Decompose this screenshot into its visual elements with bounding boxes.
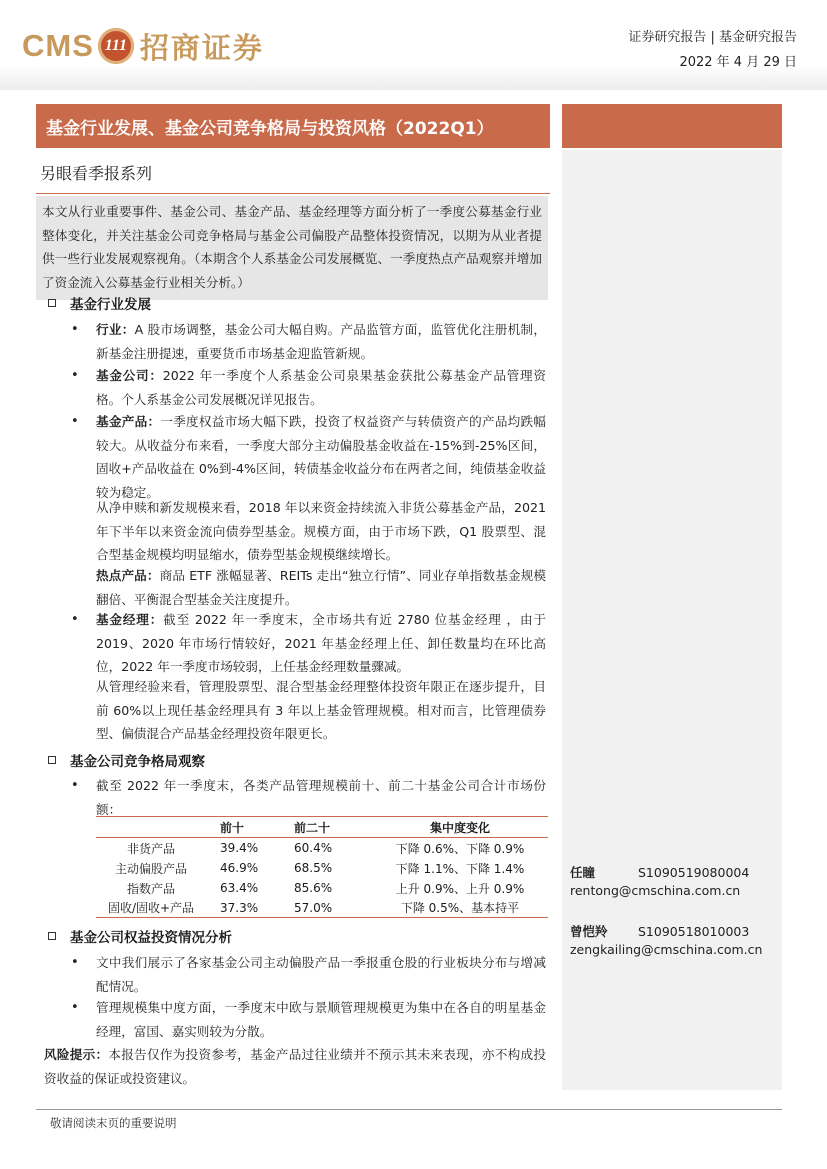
table-cell: 下降 0.6%、下降 0.9% [395,841,525,856]
table-cell: 46.9% [220,861,259,875]
report-type: 证券研究报告 | 基金研究报告 [628,30,797,45]
section-title: 基金行业发展 [70,297,151,313]
bullet-paragraph [71,951,546,998]
para-label: 基金经理： [96,612,164,627]
bullet-icon: • [71,955,79,970]
footer-note: 敬请阅读末页的重要说明 [50,1116,177,1130]
bullet-icon: • [71,612,79,627]
bullet-icon: • [71,414,79,429]
table-cell: 37.3% [220,900,259,915]
logo-cms-text: CMS [22,28,94,63]
section-title: 基金公司竞争格局观察 [70,754,205,770]
section-title: 基金公司权益投资情况分析 [70,930,232,946]
bullet-paragraph [71,608,546,679]
table-cell: 指数产品 [126,881,175,896]
section-heading [48,293,151,313]
para-text: 文中我们展示了各家基金公司主动偏股产品一季报重仓股的行业板块分布与增减配情况。 [96,955,546,994]
bullet-paragraph [71,318,546,365]
table-cell: 主动偏股产品 [114,861,187,876]
square-bullet-icon [48,299,56,307]
table-row [96,898,548,918]
para-label: 行业： [96,322,135,337]
square-bullet-icon [48,756,56,764]
analyst-2 [570,922,749,940]
para-label: 基金公司： [96,368,163,383]
analyst-license: S1090519080004 [638,865,750,880]
para-label: 基金产品： [96,414,161,429]
table-header-row [96,816,548,838]
para-text: 管理规模集中度方面，一季度末中欧与景顺管理规模更为集中在各自的明星基金经理，富国、嘉实则较为分散。 [96,1000,546,1039]
logo-chinese-text: 招商证券 [139,30,264,65]
report-title: 基金行业发展、基金公司竞争格局与投资风格（2022Q1） [36,104,550,148]
sidebar-header-bar [562,104,782,148]
table-cell: 下降 0.5%、基本持平 [400,901,520,915]
table-cell: 下降 1.1%、下降 1.4% [395,861,525,876]
table-cell: 上升 0.9%、上升 0.9% [395,881,525,896]
table-cell: 39.4% [220,841,259,855]
analyst-license: S1090518010003 [638,924,750,939]
table-cell: 57.0% [294,900,333,915]
divider [36,193,550,194]
table-header-cell: 前十 [220,820,245,835]
table-header-cell: 集中度变化 [429,820,490,835]
section-heading [48,750,205,770]
bullet-paragraph [71,364,546,411]
abstract-box: 本文从行业重要事件、基金公司、基金产品、基金经理等方面分析了一季度公募基金行业整体变化，并关注基金公司竞争格局与基金公司偏股产品整体投资情况，以期为从业者提供一些行业发展观察视角。（本期含个人系基金公司发展概览、一季度热点产品观察并增加了资金流入公募基金行业相关分析。） [36,196,548,300]
para-text: 一季度权益市场大幅下跌，投资了权益资产与转债资产的产品均跌幅较大。从收益分布来看，一季度大部分主动偏股基金收益在-15%到-25%区间，固收+产品收益在 0%到-4%区间，转债基金收益分布在两者之间，纯债基金收益较为稳定。 [96,414,547,500]
table-row [96,878,548,898]
table-cell: 85.6% [294,881,333,895]
table-cell: 60.4% [294,841,333,855]
para-text: 商品 ETF 涨幅显著、REITs 走出“独立行情”、同业存单指数基金规模翻倍、平衡混合型基金关注度提升。 [96,568,547,607]
table-cell: 68.5% [294,861,333,875]
bullet-icon: • [71,778,79,793]
table-row [96,838,548,858]
table-cell: 固收/固收+产品 [107,901,195,915]
bullet-icon: • [71,1000,79,1015]
paragraph: 从管理经验来看，管理股票型、混合型基金经理整体投资年限正在逐步提升，目前 60%以上现任基金经理具有 3 年以上基金管理规模。相对而言，比管理债券型、偏债混合产品基金经理投资年限更长。 [96,679,546,741]
series-subtitle: 另眼看季报系列 [40,164,153,183]
table-header-cell: 前二十 [294,820,331,835]
para-text: 2022 年一季度个人系基金公司泉果基金获批公募基金产品管理资格。个人系基金公司发展概况详见报告。 [96,368,546,407]
paragraph [96,564,546,611]
concentration-table [96,816,548,918]
report-date: 2022 年 4 月 29 日 [679,55,797,70]
bullet-paragraph [71,996,546,1043]
footer-divider [36,1109,782,1110]
table-cell: 63.4% [220,881,259,895]
square-bullet-icon [48,932,56,940]
logo-badge-icon: 111 [98,28,134,64]
risk-label: 风险提示： [44,1047,109,1062]
bullet-icon: • [71,368,79,383]
section-heading [48,926,232,946]
risk-text: 本报告仅作为投资参考，基金产品过往业绩并不预示其未来表现，亦不构成投资收益的保证或投资建议。 [44,1047,547,1086]
table-cell: 非货产品 [126,841,175,856]
bullet-paragraph [71,410,547,504]
bullet-icon: • [71,322,79,337]
para-text: 截至 2022 年一季度末，各类产品管理规模前十、前二十基金公司合计市场份额： [96,778,546,817]
risk-warning [44,1043,546,1090]
table-row [96,858,548,878]
analyst-1-email: rentong@cmschina.com.cn [570,883,741,898]
analyst-1 [570,863,749,881]
analyst-name: 任瞳 [570,865,596,880]
analyst-2-email: zengkailing@cmschina.com.cn [570,942,763,957]
bullet-paragraph [71,774,546,821]
paragraph: 从净申赎和新发规模来看，2018 年以来资金持续流入非货公募基金产品，2021 年下半年以来资金流向债券型基金。规模方面，由于市场下跌，Q1 股票型、混合型基金规模均明显缩水，债券型基金规模继续增长。 [96,500,546,562]
analyst-name: 曾恺羚 [570,924,608,939]
para-label: 热点产品： [96,568,160,583]
para-text: A 股市场调整，基金公司大幅自购。产品监管方面，监管优化注册机制，新基金注册提速，重要货币市场基金迎监管新规。 [96,322,546,361]
para-text: 截至 2022 年一季度末，全市场共有近 2780 位基金经理 ，由于 2019、2020 年市场行情较好，2021 年基金经理上任、卸任数量均在环比高位，2022 年一季度市场较弱，上任基金经理数量骤减。 [96,612,546,674]
company-logo [22,24,264,68]
